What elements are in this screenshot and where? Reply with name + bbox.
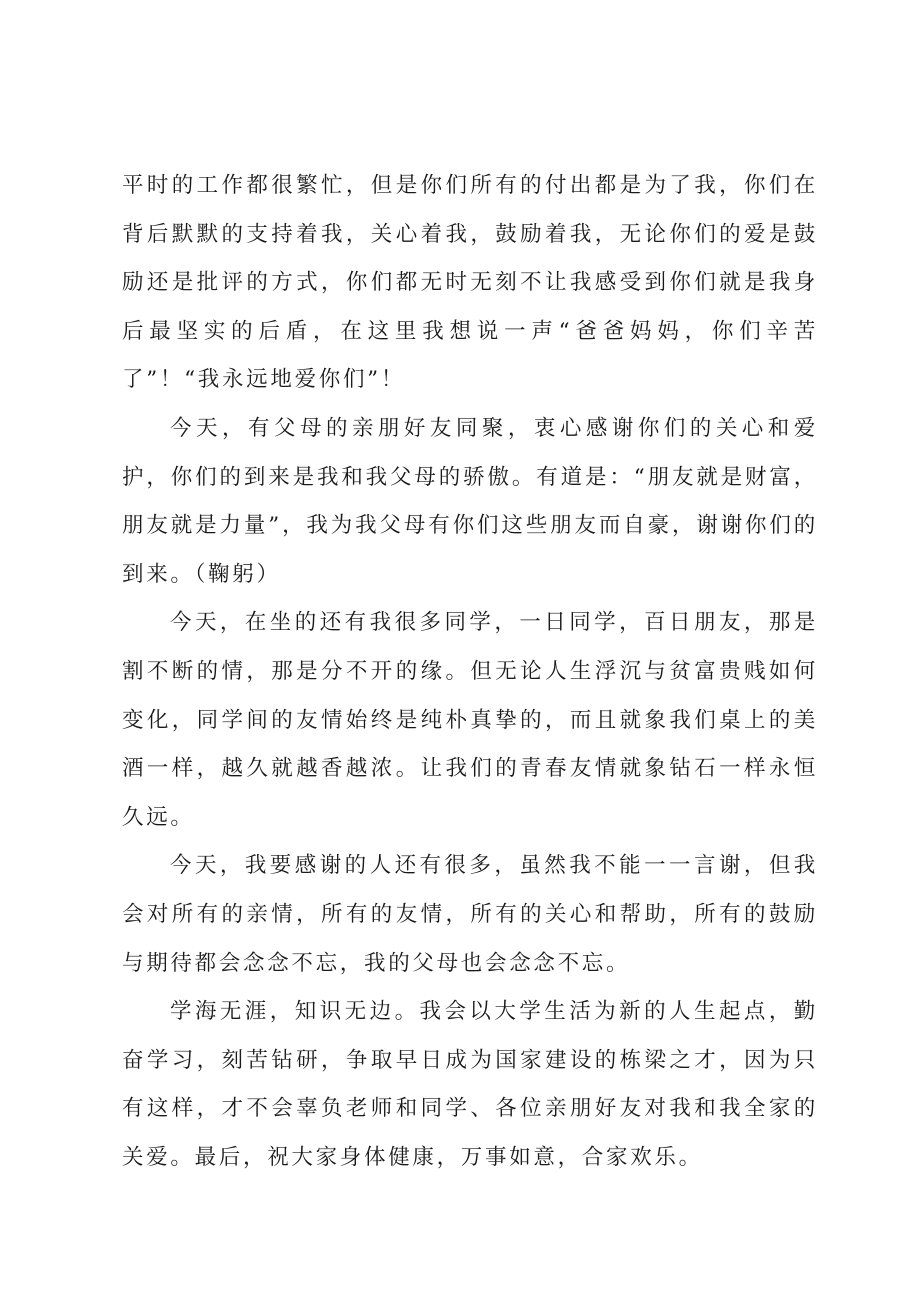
document-body [122,162,818,1182]
paragraph-thanks-classmates: 今天，在坐的还有我很多同学，一日同学，百日朋友，那是割不断的情，那是分不开的缘。但无论人生浮沉与贫富贵贱如何变化，同学间的友情始终是纯朴真挚的，而且就象我们桌上的美酒一样，越久就越香越浓。让我们的青春友情就象钻石一样永恒久远。 [122,610,818,830]
paragraph-thanks-everyone: 今天，我要感谢的人还有很多，虽然我不能一一言谢，但我会对所有的亲情，所有的友情，所有的关心和帮助，所有的鼓励与期待都会念念不忘，我的父母也会念念不忘。 [122,853,818,976]
paragraph-closing: 学海无涯，知识无边。我会以大学生活为新的人生起点，勤奋学习，刻苦钻研，争取早日成为国家建设的栋梁之才，因为只有这样，才不会辜负老师和同学、各位亲朋好友对我和我全家的关爱。最后，祝大家身体健康，万事如意，合家欢乐。 [122,999,818,1170]
paragraph-continued: 平时的工作都很繁忙，但是你们所有的付出都是为了我，你们在背后默默的支持着我，关心着我，鼓励着我，无论你们的爱是鼓励还是批评的方式，你们都无时无刻不让我感受到你们就是我身后最坚实的后盾，在这里我想说一声“爸爸妈妈，你们辛苦了”！“我永远地爱你们”！ [122,173,818,393]
paragraph-thanks-relatives: 今天，有父母的亲朋好友同聚，衷心感谢你们的关心和爱护，你们的到来是我和我父母的骄傲。有道是：“朋友就是财富，朋友就是力量”，我为我父母有你们这些朋友而自豪，谢谢你们的到来。（鞠躬） [122,415,818,587]
